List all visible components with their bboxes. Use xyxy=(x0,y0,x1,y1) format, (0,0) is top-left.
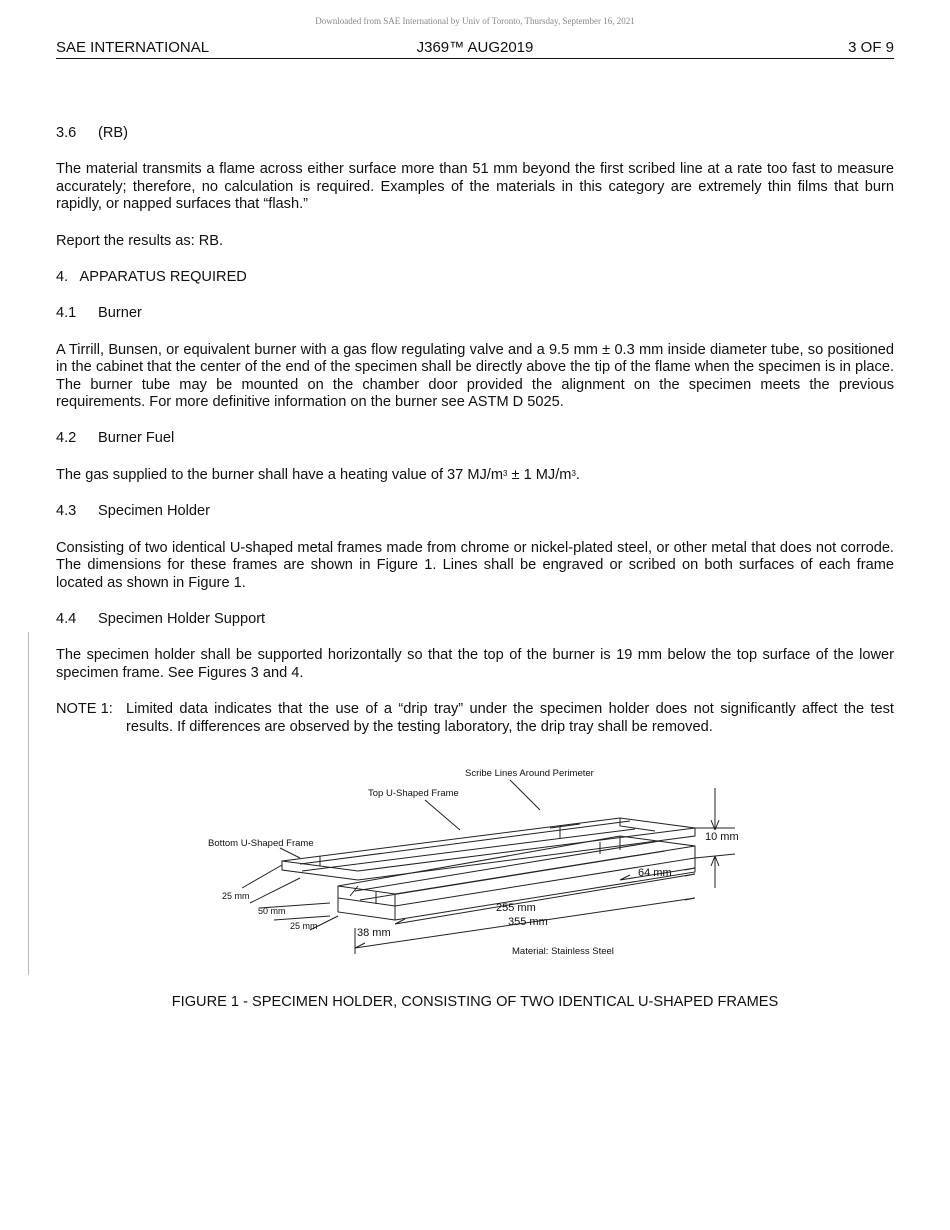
page-body xyxy=(56,125,894,755)
section-number: 4.1 xyxy=(56,305,77,322)
paragraph-specimen-holder: Consisting of two identical U-shaped metal frames made from chrome or nickel-plated steel, or other metal that does not corrode. The dimensions for these frames are shown in Figure 1. Lines shall be engraved or scribed on both surfaces of each frame located as shown in Figure 1. xyxy=(56,539,894,591)
label-10mm: 10 mm xyxy=(705,831,739,843)
section-title: Burner xyxy=(98,305,142,322)
label-64mm: 64 mm xyxy=(638,867,672,879)
label-25mm-a: 25 mm xyxy=(222,891,250,901)
section-3-6-heading xyxy=(56,125,894,142)
figure-1-drawing xyxy=(190,758,760,980)
figure-1-caption: FIGURE 1 - SPECIMEN HOLDER, CONSISTING OF TWO IDENTICAL U-SHAPED FRAMES xyxy=(171,994,779,1010)
section-title: Specimen Holder Support xyxy=(98,610,266,627)
section-number: 4.4 xyxy=(56,610,77,627)
paragraph-burner-fuel: The gas supplied to the burner shall have a heating value of 37 $MJ/m^3 \pm 1$ $MJ/m^3$. xyxy=(56,466,580,483)
section-4-2-heading xyxy=(56,430,894,447)
label-material: Material: Stainless Steel xyxy=(512,946,614,957)
paragraph-burner: A Tirrill, Bunsen, or equivalent burner with a gas flow regulating valve and a 9.5 mm ± 0.3 mm inside diameter tube, so positioned in the cabinet that the center of the end of the specimen shall be directly above the tip of the flame when the specimen is in place. The burner tube may be mounted on the chamber door provided the alignment on the specimen meets the previous requirements. For more definitive information on the burner see ASTM D 5025. xyxy=(56,341,894,411)
header-page-number: 3 OF 9 xyxy=(848,39,894,56)
section-title: (RB) xyxy=(98,125,128,141)
label-scribe-lines: Scribe Lines Around Perimeter xyxy=(465,768,594,779)
label-top-frame: Top U-Shaped Frame xyxy=(368,788,459,799)
header-document-id: J369™ AUG2019 xyxy=(416,39,534,56)
section-title: Burner Fuel xyxy=(98,430,175,447)
section-number: 3.6 xyxy=(56,125,77,141)
header-publisher: SAE INTERNATIONAL xyxy=(56,39,210,56)
note-1 xyxy=(56,701,894,736)
section-4-heading: 4. APPARATUS REQUIRED xyxy=(56,269,247,286)
paragraph-rb-description: The material transmits a flame across either surface more than 51 mm beyond the first scribed line at a rate too fast to measure accurately; therefore, no calculation is required. Examples of the materials in this category are extremely thin films that burn rapidly, or napped surfaces that “flash.” xyxy=(56,161,894,213)
figure-1-specimen-holder xyxy=(190,758,760,980)
label-255mm: 255 mm xyxy=(496,902,536,914)
note-text: Limited data indicates that the use of a “drip tray” under the specimen holder does not significantly affect the test results. If differences are observed by the testing laboratory, the drip tray shall be removed. xyxy=(126,701,894,735)
label-25mm-b: 25 mm xyxy=(290,921,318,931)
section-number: 4.3 xyxy=(56,503,77,520)
download-watermark: Downloaded from SAE International by Univ of Toronto, Thursday, September 16, 2021 xyxy=(315,16,635,26)
section-title: Specimen Holder xyxy=(98,503,210,520)
label-38mm: 38 mm xyxy=(357,927,391,939)
label-50mm: 50 mm xyxy=(258,906,286,916)
label-355mm: 355 mm xyxy=(508,916,548,928)
label-bottom-frame: Bottom U-Shaped Frame xyxy=(208,838,314,849)
section-4-3-heading xyxy=(56,503,894,520)
paragraph-holder-support: The specimen holder shall be supported horizontally so that the top of the burner is 19 mm below the top surface of the lower specimen frame. See Figures 3 and 4. xyxy=(56,647,894,681)
section-4-1-heading xyxy=(56,305,894,322)
note-label: NOTE 1: xyxy=(56,701,113,718)
paragraph-report-rb: Report the results as: RB. xyxy=(56,232,224,249)
page-header xyxy=(56,38,894,59)
revision-bar xyxy=(28,632,29,975)
section-4-4-heading xyxy=(56,611,894,628)
section-number: 4.2 xyxy=(56,430,77,447)
